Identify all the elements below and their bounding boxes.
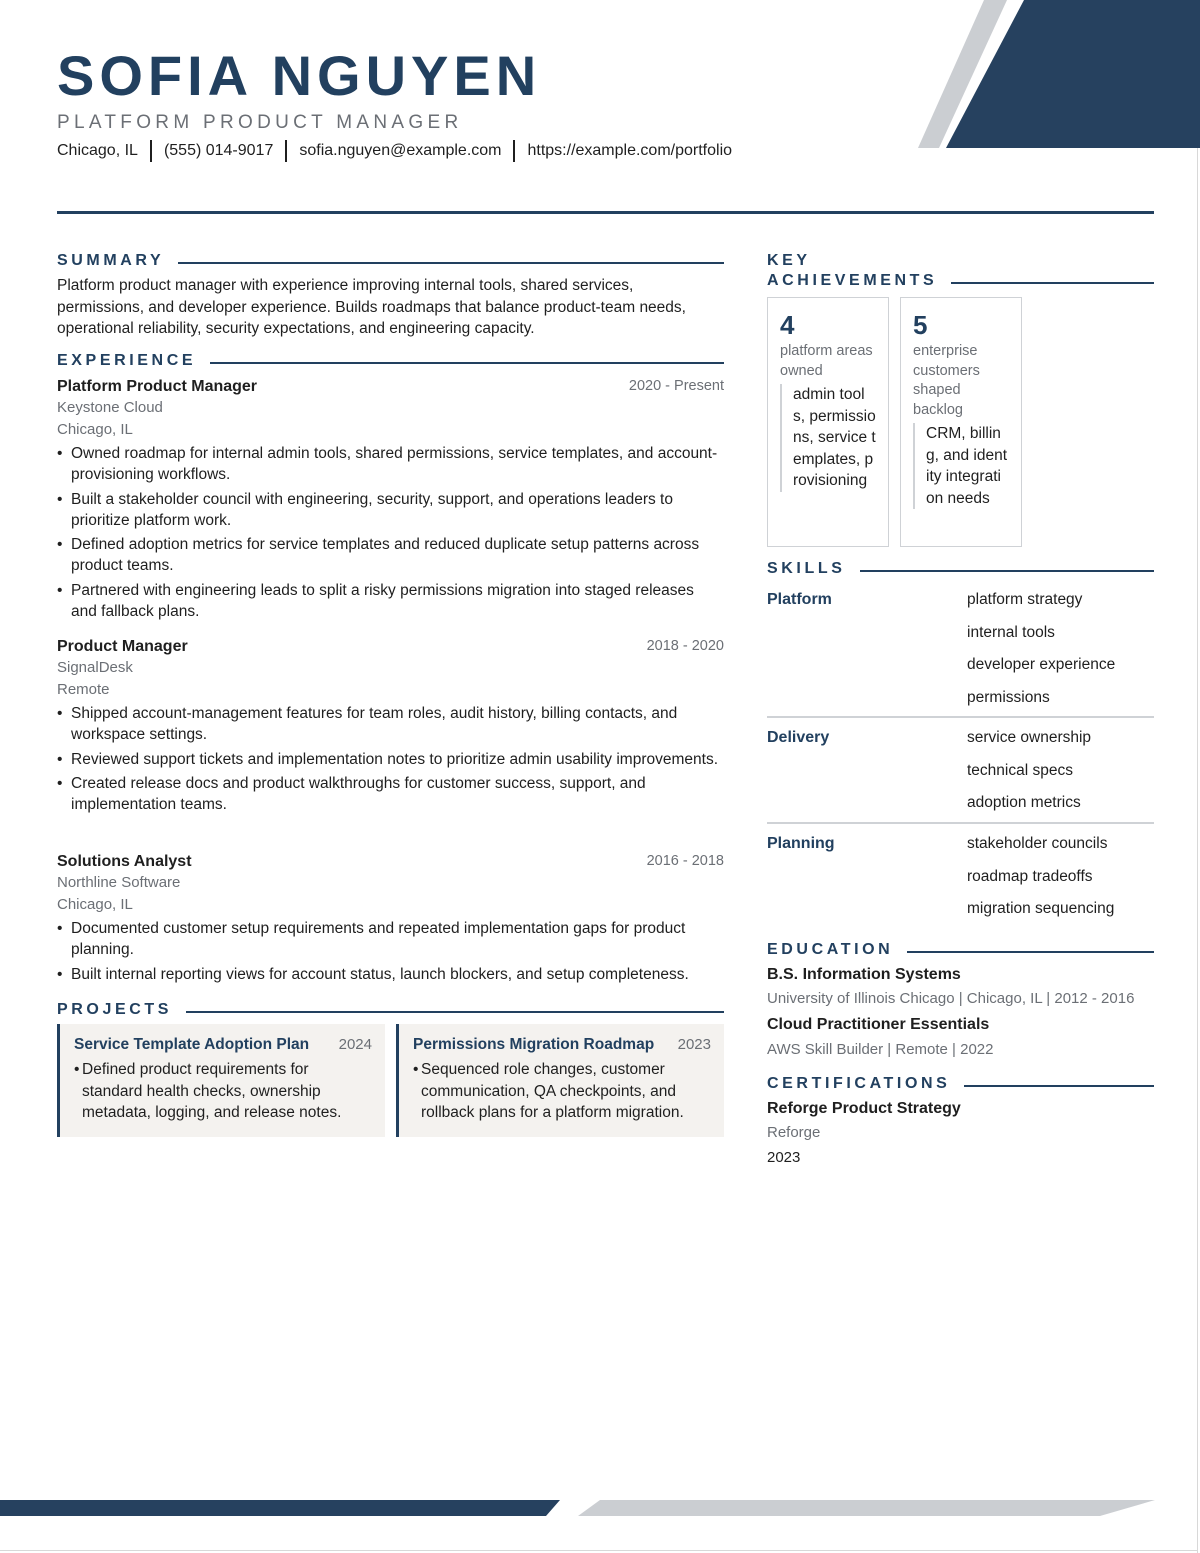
contact-line (57, 139, 732, 163)
skill-item: stakeholder councils (967, 835, 1108, 852)
skills-heading-text: SKILLS (767, 560, 846, 577)
skill-item: technical specs (967, 761, 1073, 779)
job-location: Remote (57, 680, 110, 698)
contact-divider (285, 140, 287, 162)
project-year: 2024 (338, 1036, 372, 1053)
achievements-heading-line1: KEY (767, 252, 811, 269)
certification-issuer: Reforge (767, 1124, 821, 1141)
certifications-heading-text: CERTIFICATIONS (767, 1075, 951, 1092)
job-entry (57, 851, 724, 988)
education-heading (767, 940, 1154, 959)
page-edge-bottom (0, 1550, 1198, 1551)
contact-location: Chicago, IL (57, 142, 138, 159)
job-dates: 2020 - Present (628, 378, 724, 394)
job-bullets (57, 443, 724, 622)
achievement-detail: CRM, billing, and identity integration needs (913, 423, 1009, 509)
job-bullet: • Built internal reporting views for account status, launch blockers, and setup completeness. (57, 964, 724, 985)
projects-heading (57, 1000, 724, 1019)
job-bullets (57, 703, 724, 815)
project-description: • Sequenced role changes, customer communication, QA checkpoints, and rollback plans for a platform migration. (413, 1059, 711, 1124)
header-divider (57, 211, 1154, 214)
heading-rule (951, 282, 1154, 284)
skill-category: Planning (767, 835, 835, 852)
heading-rule (860, 570, 1155, 572)
skill-item: adoption metrics (967, 794, 1081, 811)
summary-heading (57, 251, 724, 270)
skill-item: roadmap tradeoffs (967, 867, 1093, 885)
education-details: University of Illinois Chicago | Chicago, IL | 2012 - 2016 (767, 990, 1135, 1007)
job-title: Product Manager (57, 638, 188, 655)
skill-item: internal tools (967, 623, 1055, 641)
job-bullet: • Partnered with engineering leads to split a risky permissions migration into staged releases and fallback plans. (57, 580, 724, 622)
project-card (57, 1024, 385, 1137)
job-bullet: • Shipped account-management features for team roles, audit history, billing contacts, and workspace settings. (57, 703, 724, 745)
skill-item: platform strategy (967, 591, 1083, 608)
skill-items (967, 589, 1115, 719)
contact-portfolio-link[interactable]: https://example.com/portfolio (527, 142, 733, 159)
achievement-number: 5 (913, 310, 928, 340)
footer-decoration (0, 1495, 1200, 1525)
certification-date: 2023 (767, 1149, 801, 1166)
project-card (396, 1024, 724, 1137)
candidate-name: SOFIA NGUYEN (57, 44, 542, 107)
contact-email[interactable]: sofia.nguyen@example.com (299, 142, 502, 159)
skill-divider (767, 822, 1154, 824)
education-details: AWS Skill Builder | Remote | 2022 (767, 1041, 994, 1058)
contact-divider (150, 140, 152, 162)
achievement-detail: admin tools, permissions, service templates, provisioning (780, 384, 876, 492)
achievement-card (900, 297, 1022, 547)
contact-divider (513, 140, 515, 162)
achievement-number: 4 (780, 310, 795, 340)
certification-title: Reforge Product Strategy (767, 1100, 961, 1117)
heading-rule (964, 1085, 1154, 1087)
job-bullet: • Documented customer setup requirements and repeated implementation gaps for product planning. (57, 918, 724, 960)
job-title: Platform Product Manager (57, 378, 258, 395)
summary-text: Platform product manager with experience improving internal tools, shared services, permissions, and developer experience. Builds roadmaps that balance product-team needs, operational reliability, security expectations, and engineering capacity. (57, 277, 686, 337)
education-title: B.S. Information Systems (767, 966, 961, 983)
skill-item: service ownership (967, 729, 1092, 746)
experience-heading-text: EXPERIENCE (57, 352, 197, 369)
job-title: Solutions Analyst (57, 853, 192, 870)
achievement-label: platform areas owned (780, 343, 873, 379)
project-description: • Defined product requirements for standard health checks, ownership metadata, logging, and release notes. (74, 1059, 372, 1124)
skill-items (967, 727, 1091, 825)
heading-rule (907, 951, 1154, 953)
skill-category: Platform (767, 591, 832, 608)
job-company: Northline Software (57, 874, 181, 891)
education-title: Cloud Practitioner Essentials (767, 1016, 990, 1033)
candidate-role: PLATFORM PRODUCT MANAGER (57, 112, 463, 133)
skills-heading (767, 559, 1154, 578)
achievement-label: enterprise customers shaped backlog (913, 343, 980, 418)
job-bullet: • Created release docs and product walkthroughs for customer success, support, and implementation teams. (57, 773, 724, 815)
skill-item: migration sequencing (967, 900, 1115, 917)
skill-item: developer experience (967, 656, 1116, 673)
summary-heading-text: SUMMARY (57, 252, 165, 269)
job-bullet: • Defined adoption metrics for service templates and reduced duplicate setup patterns across product teams. (57, 534, 724, 576)
job-bullet: • Reviewed support tickets and implementation notes to prioritize admin usability improvements. (57, 749, 724, 770)
project-title: Service Template Adoption Plan (74, 1036, 310, 1053)
header-decoration (900, 0, 1200, 150)
project-title: Permissions Migration Roadmap (413, 1036, 655, 1053)
job-entry (57, 636, 724, 819)
job-location: Chicago, IL (57, 895, 133, 913)
job-dates: 2018 - 2020 (646, 638, 724, 654)
skill-divider (767, 716, 1154, 718)
skill-category: Delivery (767, 729, 830, 746)
skill-item: permissions (967, 688, 1050, 706)
job-bullet: • Built a stakeholder council with engineering, security, support, and operations leaders to prioritize platform work. (57, 489, 724, 531)
job-company: Keystone Cloud (57, 399, 163, 416)
heading-rule (210, 362, 724, 364)
job-location: Chicago, IL (57, 420, 133, 438)
job-bullets (57, 918, 724, 985)
achievements-heading-line2: ACHIEVEMENTS (767, 271, 938, 289)
achievement-card (767, 297, 889, 547)
skill-items (967, 833, 1114, 931)
projects-heading-text: PROJECTS (57, 1001, 173, 1018)
job-entry (57, 376, 724, 625)
heading-rule (178, 262, 724, 264)
achievements-heading (767, 251, 1154, 290)
certifications-heading (767, 1074, 1154, 1093)
job-dates: 2016 - 2018 (646, 853, 724, 869)
job-bullet: • Owned roadmap for internal admin tools, shared permissions, service templates, and account-provisioning workflows. (57, 443, 724, 485)
job-company: SignalDesk (57, 659, 133, 676)
education-heading-text: EDUCATION (767, 941, 894, 958)
contact-phone: (555) 014-9017 (163, 142, 274, 159)
experience-heading (57, 351, 724, 370)
achievements-heading-text (767, 251, 937, 290)
page-edge-right (1197, 148, 1198, 1553)
project-year: 2023 (677, 1036, 711, 1053)
heading-rule (186, 1011, 724, 1013)
